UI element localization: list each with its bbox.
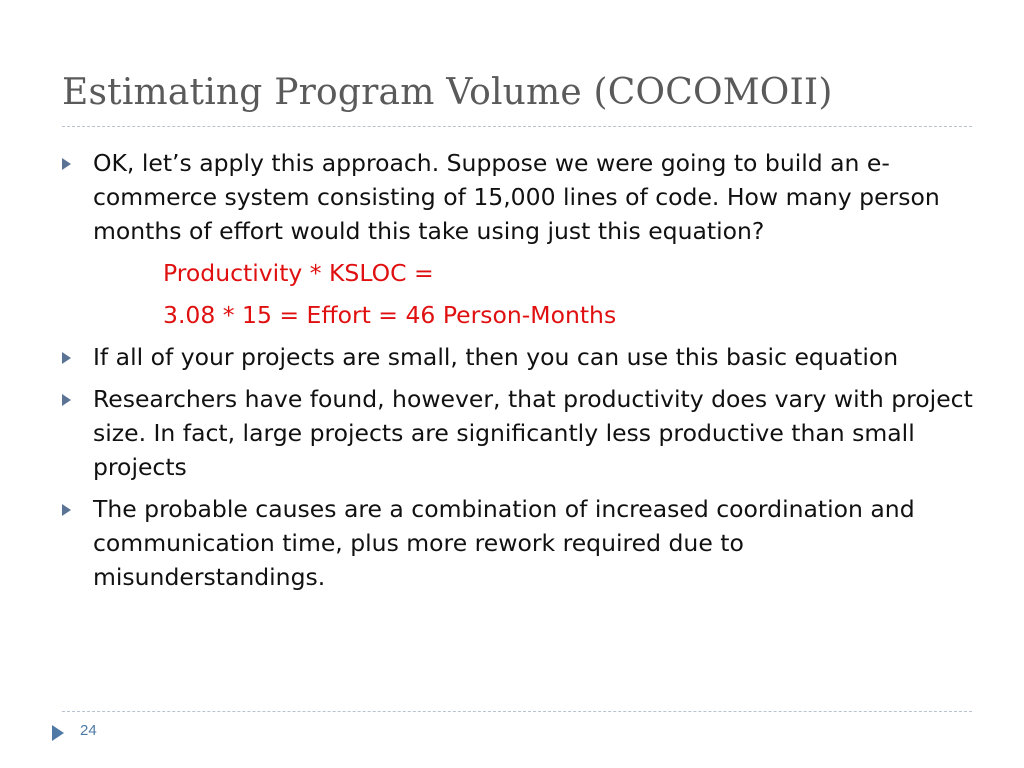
footer-divider [62, 711, 972, 712]
triangle-bullet-icon [62, 504, 71, 516]
bullet-item [62, 492, 982, 594]
bullet-text: The probable causes are a combination of increased coordination and communication time, plus more rework required due to misunderstandings. [93, 495, 915, 591]
triangle-bullet-icon [62, 352, 71, 364]
bullet-item [62, 146, 982, 248]
page-number: 24 [80, 722, 97, 739]
bullet-item [62, 340, 982, 374]
bullet-text: Researchers have found, however, that productivity does vary with project size. In fact, large projects are significantly less productive than small projects [93, 385, 973, 481]
triangle-bullet-icon [62, 394, 71, 406]
slide-content [62, 146, 982, 602]
bullet-item [62, 382, 982, 484]
bullet-text: OK, let’s apply this approach. Suppose we were going to build an e-commerce system consisting of 15,000 lines of code. How many person months of effort would this take using just this equation? [93, 149, 940, 245]
footer-arrow-icon [52, 725, 64, 741]
formula-line: Productivity * KSLOC = [163, 259, 434, 287]
triangle-bullet-icon [62, 158, 71, 170]
slide-title: Estimating Program Volume (COCOMOII) [62, 72, 833, 113]
formula-line: 3.08 * 15 = Effort = 46 Person-Months [163, 301, 617, 329]
bullet-text: If all of your projects are small, then you can use this basic equation [93, 343, 899, 371]
title-divider [62, 126, 972, 127]
